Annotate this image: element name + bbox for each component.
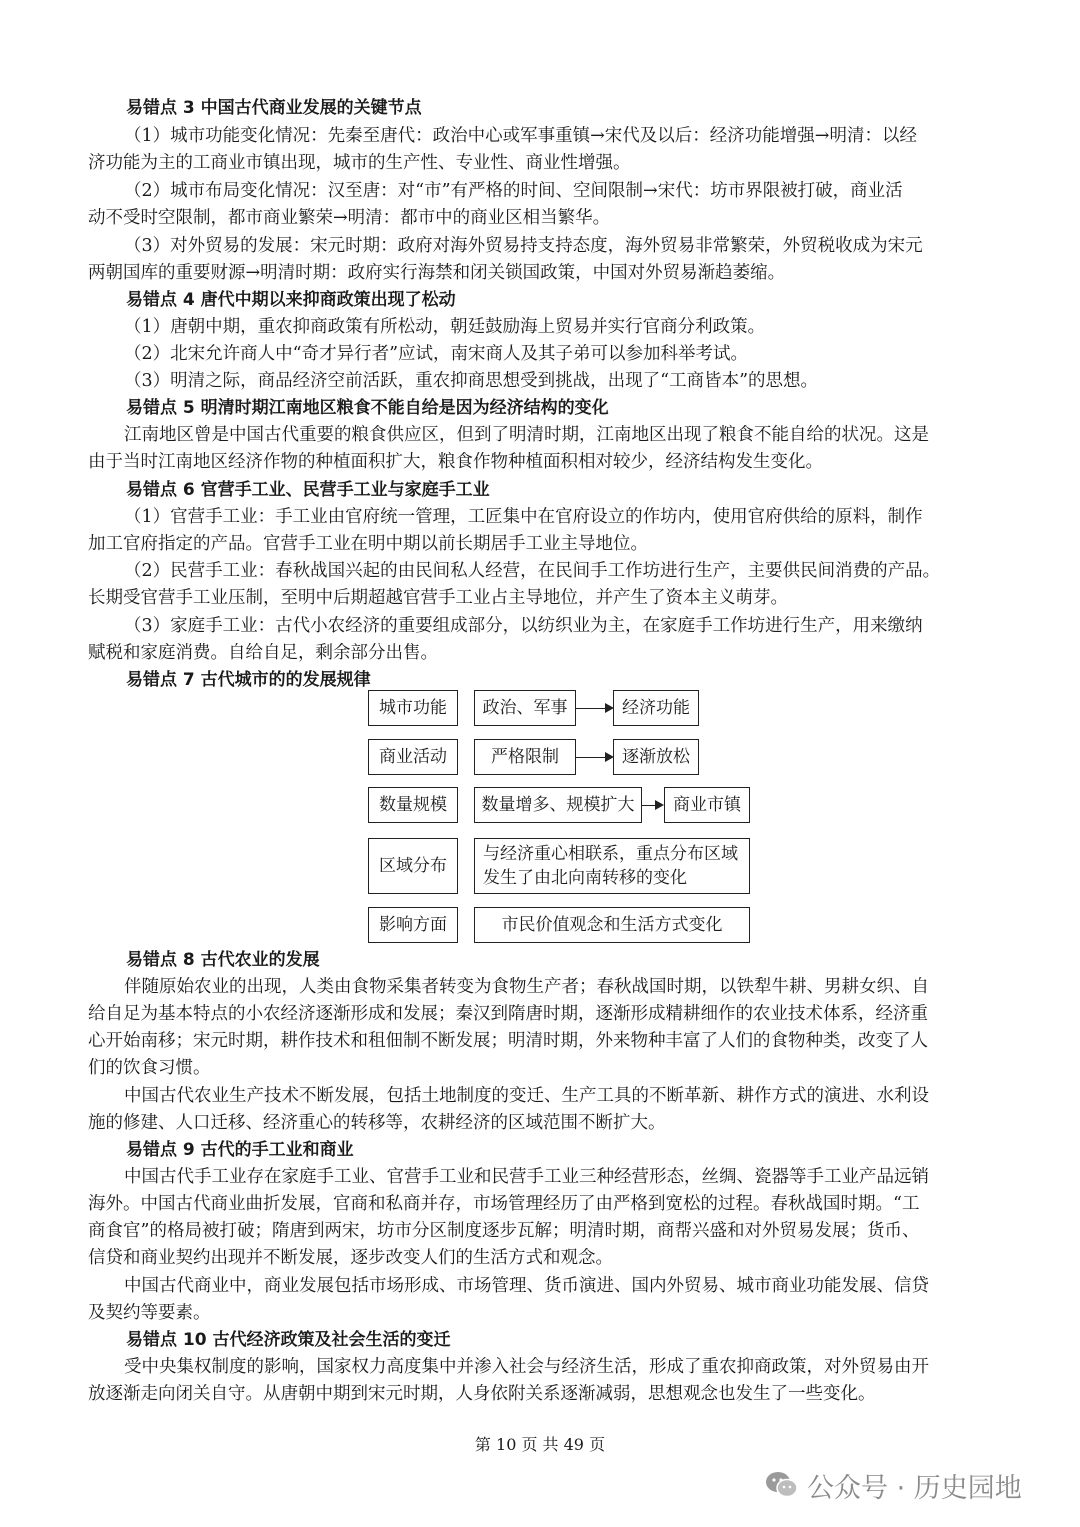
section-heading: 易错点 6 官营手工业、民营手工业与家庭手工业 (126, 480, 490, 500)
paragraph-line: 长期受官营手工业压制，至明中后期超越官营手工业占主导地位，并产生了资本主义萌芽。 (88, 588, 788, 608)
diagram-text-line: 发生了由北向南转移的变化 (483, 868, 687, 888)
section-heading: 易错点 4 唐代中期以来抑商政策出现了松动 (126, 290, 456, 310)
section-heading: 易错点 10 古代经济政策及社会生活的变迁 (126, 1330, 451, 1350)
paragraph-line: 心开始南移；宋元时期，耕作技术和租佃制不断发展；明清时期，外来物种丰富了人们的食物种类，改变了人 (88, 1031, 928, 1051)
paragraph-line: 商食官”的格局被打破；隋唐到两宋，坊市分区制度逐步瓦解；明清时期，商帮兴盛和对外贸易发展；货币、 (88, 1221, 920, 1241)
paragraph-line: 由于当时江南地区经济作物的种植面积扩大，粮食作物种植面积相对较少，经济结构发生变化。 (88, 452, 823, 472)
wechat-icon (765, 1470, 799, 1500)
paragraph-line: 给自足为基本特点的小农经济逐渐形成和发展；秦汉到隋唐时期，逐渐形成精耕细作的农业技术体系，经济重 (88, 1004, 928, 1024)
diagram-to-box: 经济功能 (613, 690, 699, 726)
diagram-label-box: 商业活动 (368, 739, 458, 775)
paragraph-line: （3）家庭手工业：古代小农经济的重要组成部分，以纺织业为主，在家庭手工作坊进行生产，用来缴纳 (124, 616, 923, 636)
diagram-from-box: 严格限制 (474, 739, 576, 775)
paragraph-line: 中国古代农业生产技术不断发展，包括土地制度的变迁、生产工具的不断革新、耕作方式的演进、水利设 (124, 1086, 929, 1106)
page-number: 第 10 页 共 49 页 (474, 1435, 606, 1454)
paragraph-line: 施的修建、人口迁移、经济重心的转移等，农耕经济的区域范围不断扩大。 (88, 1113, 666, 1133)
diagram-text-box (474, 838, 750, 894)
paragraph-line: 们的饮食习惯。 (88, 1058, 211, 1078)
paragraph-line: 放逐渐走向闭关自守。从唐朝中期到宋元时期，人身依附关系逐渐减弱，思想观念也发生了一些变化。 (88, 1384, 876, 1404)
section-heading: 易错点 9 古代的手工业和商业 (126, 1140, 354, 1160)
paragraph-line: 中国古代手工业存在家庭手工业、官营手工业和民营手工业三种经营形态，丝绸、瓷器等手工业产品远销 (124, 1167, 929, 1187)
paragraph-line: 伴随原始农业的出现，人类由食物采集者转变为食物生产者；春秋战国时期，以铁犁牛耕、男耕女织、自 (124, 977, 929, 997)
paragraph-line: （2）北宋允许商人中“奇才异行者”应试，南宋商人及其子弟可以参加科举考试。 (124, 344, 749, 364)
diagram-label-box: 影响方面 (368, 907, 458, 943)
arrow-icon (576, 708, 612, 709)
paragraph-line: 及契约等要素。 (88, 1303, 211, 1323)
diagram-label-box: 数量规模 (368, 787, 458, 823)
diagram-from-box: 数量增多、规模扩大 (474, 787, 642, 823)
paragraph-line: （2）城市布局变化情况：汉至唐：对“市”有严格的时间、空间限制→宋代：坊市界限被打破，商业活 (124, 181, 903, 201)
section-heading: 易错点 7 古代城市的的发展规律 (126, 670, 371, 690)
watermark-text: 公众号 · 历史园地 (807, 1472, 1022, 1504)
paragraph-line: 海外。中国古代商业曲折发展，官商和私商并存，市场管理经历了由严格到宽松的过程。春秋战国时期。“工 (88, 1194, 920, 1214)
section-heading: 易错点 5 明清时期江南地区粮食不能自给是因为经济结构的变化 (126, 398, 609, 418)
diagram-label-box: 区域分布 (368, 838, 458, 894)
diagram-text-box: 市民价值观念和生活方式变化 (474, 907, 750, 943)
diagram-from-box: 政治、军事 (474, 690, 576, 726)
paragraph-line: 加工官府指定的产品。官营手工业在明中期以前长期居手工业主导地位。 (88, 534, 648, 554)
diagram-text-line: 与经济重心相联系，重点分布区域 (483, 844, 738, 864)
paragraph-line: （1）官营手工业：手工业由官府统一管理，工匠集中在官府设立的作坊内，使用官府供给的原料，制作 (124, 507, 923, 527)
paragraph-line: 中国古代商业中，商业发展包括市场形成、市场管理、货币演进、国内外贸易、城市商业功能发展、信贷 (124, 1276, 929, 1296)
diagram-label-box: 城市功能 (368, 690, 458, 726)
paragraph-line: （1）城市功能变化情况：先秦至唐代：政治中心或军事重镇→宋代及以后：经济功能增强→明清：以经 (124, 126, 917, 146)
paragraph-line: 两朝国库的重要财源→明清时期：政府实行海禁和闭关锁国政策，中国对外贸易渐趋萎缩。 (88, 263, 786, 283)
paragraph-line: （1）唐朝中期，重农抑商政策有所松动，朝廷鼓励海上贸易并实行官商分利政策。 (124, 317, 766, 337)
paragraph-line: 受中央集权制度的影响，国家权力高度集中并渗入社会与经济生活，形成了重农抑商政策，对外贸易由开 (124, 1357, 929, 1377)
arrow-icon (642, 805, 662, 806)
paragraph-line: 江南地区曾是中国古代重要的粮食供应区，但到了明清时期，江南地区出现了粮食不能自给的状况。这是 (124, 425, 929, 445)
paragraph-line: 信贷和商业契约出现并不断发展，逐步改变人们的生活方式和观念。 (88, 1248, 613, 1268)
paragraph-line: （2）民营手工业：春秋战国兴起的由民间私人经营，在民间手工作坊进行生产，主要供民间消费的产品。 (124, 561, 941, 581)
diagram-to-box: 商业市镇 (664, 787, 750, 823)
arrow-icon (576, 757, 612, 758)
section-heading: 易错点 8 古代农业的发展 (126, 950, 320, 970)
diagram-to-box: 逐渐放松 (613, 739, 699, 775)
paragraph-line: （3）对外贸易的发展：宋元时期：政府对海外贸易持支持态度，海外贸易非常繁荣，外贸税收成为宋元 (124, 236, 923, 256)
watermark (765, 1463, 1022, 1507)
paragraph-line: 赋税和家庭消费。自给自足，剩余部分出售。 (88, 643, 438, 663)
paragraph-line: （3）明清之际，商品经济空前活跃，重农抑商思想受到挑战，出现了“工商皆本”的思想。 (124, 371, 819, 391)
paragraph-line: 济功能为主的工商业市镇出现，城市的生产性、专业性、商业性增强。 (88, 153, 631, 173)
paragraph-line: 动不受时空限制，都市商业繁荣→明清：都市中的商业区相当繁华。 (88, 208, 611, 228)
section-heading: 易错点 3 中国古代商业发展的关键节点 (126, 98, 422, 118)
